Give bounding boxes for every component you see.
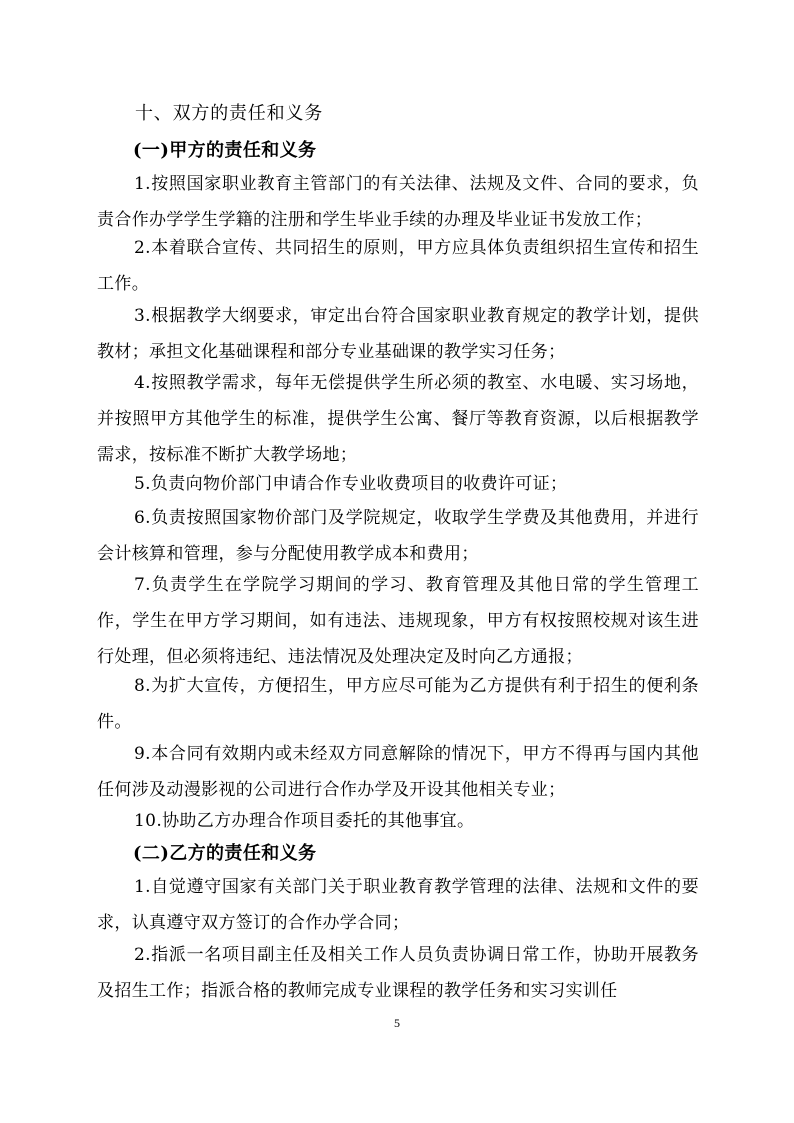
part-a-item-10: 10.协助乙方办理合作项目委托的其他事宜。 — [134, 811, 475, 831]
section-title: 十、双方的责任和义务 — [135, 103, 323, 124]
part-b-item-1: 1.自觉遵守国家有关部门关于职业教育教学管理的法律、法规和文件的要求，认真遵守双方签订的合作办学合同； — [97, 877, 699, 933]
part-a-item-5: 5.负责向物价部门申请合作专业收费项目的收费许可证； — [134, 474, 568, 494]
part-a-item-8: 8.为扩大宣传，方便招生，甲方应尽可能为乙方提供有利于招生的便利条件。 — [97, 676, 699, 732]
part-a-heading: (一)甲方的责任和义务 — [133, 140, 317, 161]
part-a-item-1: 1.按照国家职业教育主管部门的有关法律、法规及文件、合同的要求，负责合作办学学生学籍的注册和学生毕业手续的办理及毕业证书发放工作； — [97, 174, 699, 230]
part-a-item-6: 6.负责按照国家物价部门及学院规定，收取学生学费及其他费用，并进行会计核算和管理，参与分配使用教学成本和费用； — [97, 508, 699, 564]
part-a-item-4: 4.按照教学需求，每年无偿提供学生所必须的教室、水电暖、实习场地，并按照甲方其他学生的标准，提供学生公寓、餐厅等教育资源，以后根据教学需求，按标准不断扩大教学场地； — [97, 373, 699, 465]
part-b-heading: (二)乙方的责任和义务 — [133, 843, 317, 864]
part-a-item-2: 2.本着联合宣传、共同招生的原则，甲方应具体负责组织招生宣传和招生工作。 — [97, 238, 699, 294]
part-a-item-3: 3.根据教学大纲要求，审定出台符合国家职业教育规定的教学计划，提供教材；承担文化基础课程和部分专业基础课的教学实习任务； — [97, 306, 699, 362]
part-a-item-7: 7.负责学生在学院学习期间的学习、教育管理及其他日常的学生管理工作，学生在甲方学习期间，如有违法、违规现象，甲方有权按照校规对该生进行处理，但必须将违纪、违法情况及处理决定及时向乙方通报； — [97, 575, 699, 667]
part-b-item-2: 2.指派一名项目副主任及相关工作人员负责协调日常工作，协助开展教务及招生工作；指派合格的教师完成专业课程的教学任务和实习实训任 — [97, 945, 699, 1001]
page-number: 5 — [394, 1016, 400, 1030]
part-a-item-9: 9.本合同有效期内或未经双方同意解除的情况下，甲方不得再与国内其他任何涉及动漫影视的公司进行合作办学及开设其他相关专业； — [97, 744, 699, 800]
